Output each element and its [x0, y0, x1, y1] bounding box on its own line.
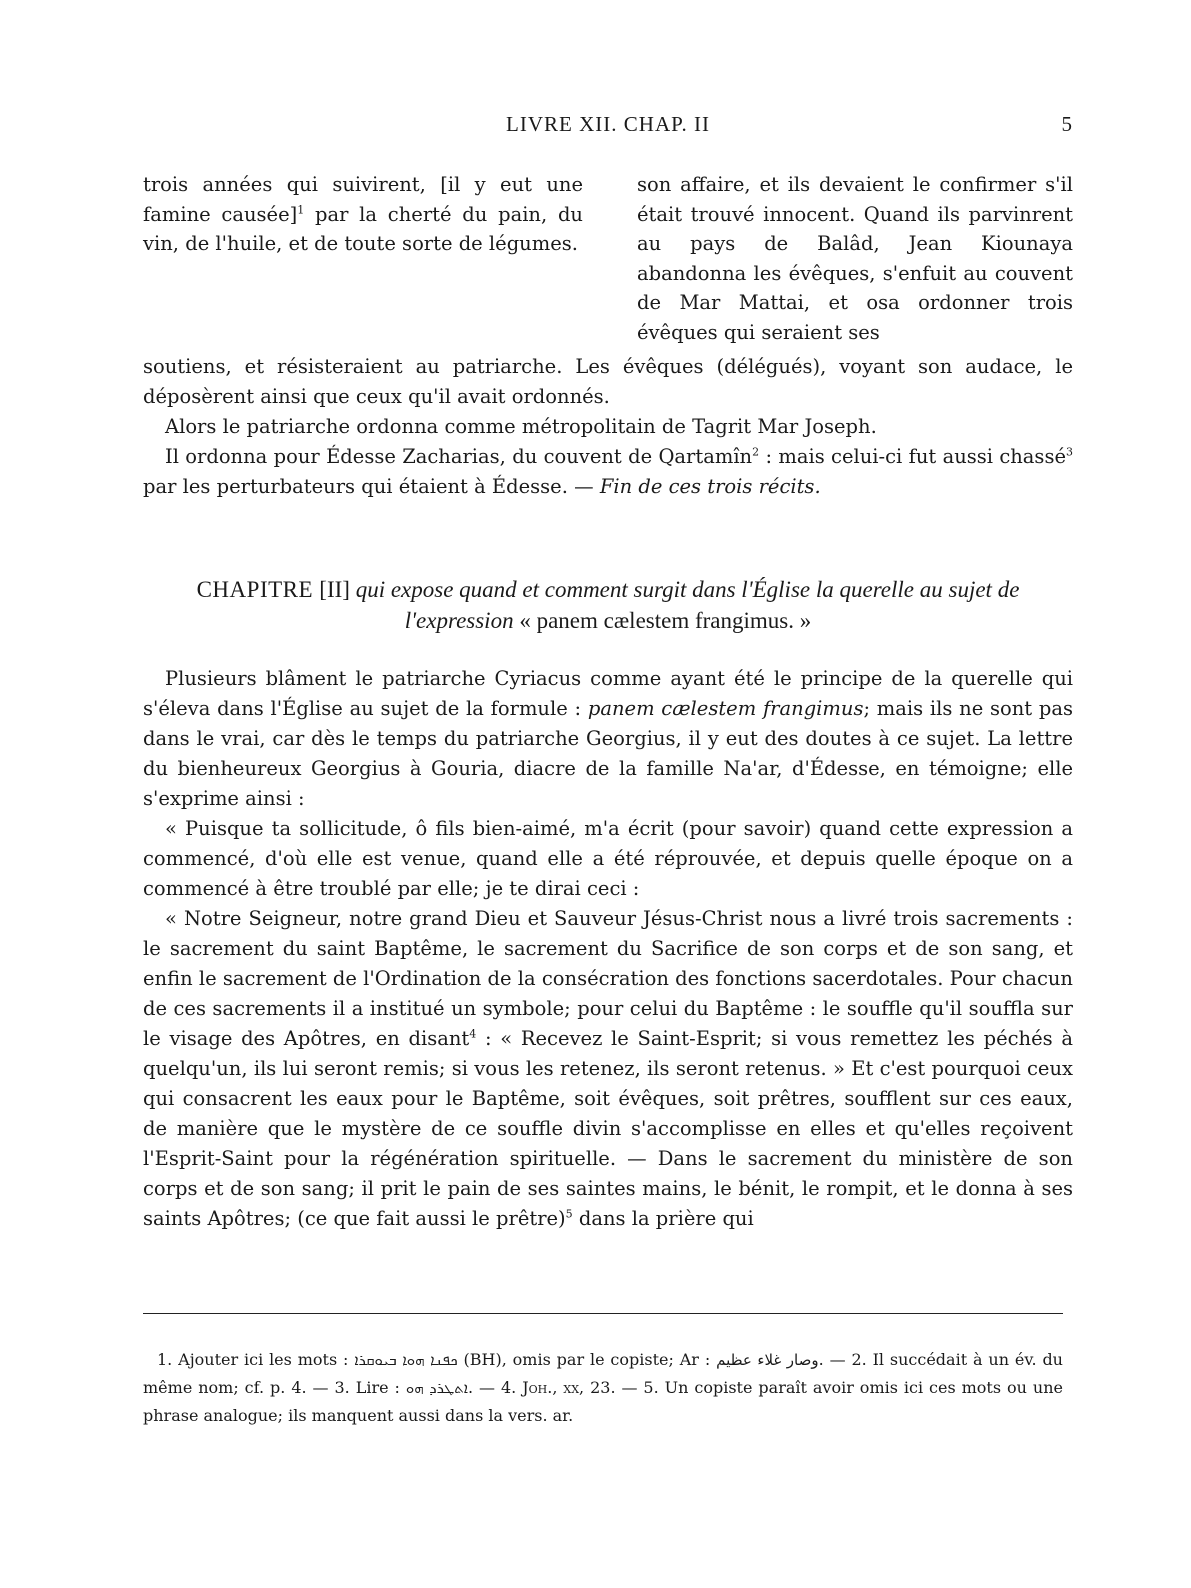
two-column-section: [143, 170, 1073, 360]
paragraph: [143, 904, 1073, 1234]
footnote-divider: [143, 1313, 1063, 1314]
main-text: [143, 664, 1073, 1234]
footnote-text: [143, 1346, 1063, 1430]
footnote-ref-5: 5: [565, 1207, 573, 1221]
right-column: [637, 170, 1073, 347]
footnote-ref-1: 1: [297, 203, 305, 216]
paragraph: [143, 664, 1073, 814]
text-run: par les perturbateurs qui étaient à Édesse. —: [143, 475, 600, 498]
left-column: [143, 170, 583, 259]
chapter-label: CHAPITRE: [196, 577, 320, 602]
text-run: .: [818, 1350, 824, 1369]
right-column-text: son affaire, et ils devaient le confirmer s'il était trouvé innocent. Quand ils parvinrent au pays de Balâd, Jean Kiounaya abandonna les évêques, s'enfuit au couvent de Mar Mattai, et osa ordonner trois évêques qui seraient ses: [637, 173, 1073, 344]
chapter-title: qui expose quand et comment surgit dans l'Église la querelle au sujet de l'expression: [349, 577, 1020, 633]
chapter-number: [II]: [319, 577, 350, 602]
continuation-section: [143, 352, 1073, 502]
text-run: ; mais ils ne sont pas dans le vrai, car dès le temps du patriarche Georgius, il y eut des doutes à ce sujet. La lettre du bienheureux Georgius à Gouria, diacre de la famille Na'ar, d'Édesse, en témoigne; elle s'exprime ainsi :: [143, 697, 1074, 810]
latin-formula: panem cælestem frangimus: [587, 697, 864, 720]
text-run: (BH), omis par le copiste; Ar :: [457, 1350, 717, 1369]
chapter-heading: [143, 574, 1073, 636]
text-run: : mais celui-ci fut aussi chassé: [759, 445, 1066, 468]
text-run: Plusieurs blâment le patriarche Cyriacus comme ayant été le principe de la querelle qui s'éleva dans l'Église au sujet de la formule :: [143, 667, 1073, 720]
syriac-text: ܐܬܛܪܕ ܗܘ: [405, 1379, 469, 1397]
page-number: 5: [1061, 112, 1073, 136]
left-column-text-end: par la cherté du pain, du vin, de l'huile, et de toute sorte de légumes.: [143, 202, 583, 255]
text-run: : « Recevez le Saint-Esprit; si vous remettez les péchés à quelqu'un, ils lui seront remis; si vous les retenez, ils seront retenus. » Et c'est pourquoi ceux qui consacrent les eaux pour le Baptême, soit évêques, soit prêtres, soufflent sur ces eaux, de manière que le mystère de ce souffle divin s'accomplisse en elles et qu'elles reçoivent l'Esprit-Saint pour la régénération spirituelle. — Dans le sacrement du ministère de son corps et de son sang; il prit le pain de ses saintes mains, le bénit, le rompit, et le donna à ses saints Apôtres; (ce que fait aussi le prêtre): [143, 1027, 1073, 1230]
chapter-quote: « panem cælestem frangimus. »: [519, 608, 812, 633]
bracketed-insertion: [il y eut une famine causée]: [143, 173, 583, 226]
arabic-text: وصار غلاء عظيم: [716, 1351, 819, 1369]
section-end-italic: Fin de ces trois récits.: [599, 475, 821, 498]
text-run: — 5. Un copiste paraît avoir omis ici ces mots ou une phrase analogue; ils manquent aussi dans la vers. ar.: [143, 1378, 1063, 1425]
left-column-text: trois années qui suivirent,: [143, 173, 441, 196]
text-run: . — 4.: [468, 1378, 523, 1397]
paragraph: soutiens, et résisteraient au patriarche. Les évêques (délégués), voyant son audace, le déposèrent ainsi que ceux qu'il avait ordonnés.: [143, 355, 1073, 408]
footnote-ref-2: 2: [752, 445, 760, 459]
text-run: Il ordonna pour Édesse Zacharias, du couvent de Qartamîn: [165, 445, 753, 468]
footnote-ref-3: 3: [1066, 445, 1073, 459]
text-run: 1. Ajouter ici les mots :: [157, 1350, 355, 1369]
paragraph: « Puisque ta sollicitude, ô fils bien-aimé, m'a écrit (pour savoir) quand cette expression a commencé, d'où elle est venue, quand elle a été réprouvée, et depuis quelle époque on a commencé à être troublé par elle; je te dirai ceci :: [143, 817, 1073, 900]
footnote-ref-4: 4: [469, 1027, 477, 1041]
running-header: [143, 112, 1073, 142]
paragraph: Alors le patriarche ordonna comme métropolitain de Tagrit Mar Joseph.: [165, 415, 877, 438]
footnotes: [143, 1346, 1063, 1430]
text-run: dans la prière qui: [572, 1207, 754, 1230]
running-title: LIVRE XII. CHAP. II: [506, 112, 710, 136]
text-run: — 2. Il succédait à un év. du même nom; cf. p. 4. — 3. Lire :: [143, 1350, 1063, 1397]
text-run: « Notre Seigneur, notre grand Dieu et Sauveur Jésus-Christ nous a livré trois sacrements : le sacrement du saint Baptême, le sacrement du Sacrifice de son corps et de son sang, et enfin le sacrement de l'Ordination de la consécration des fonctions sacerdotales. Pour chacun de ces sacrements il a institué un symbole; pour celui du Baptême : le souffle qu'il souffla sur le visage des Apôtres, en disant: [143, 907, 1073, 1050]
bible-reference: Joh., xx, 23.: [522, 1378, 616, 1397]
paragraph: [143, 442, 1073, 502]
syriac-text: ܟܦܢܐ ܗܘܐ ܒܝܘܩܪܐ: [354, 1351, 458, 1369]
